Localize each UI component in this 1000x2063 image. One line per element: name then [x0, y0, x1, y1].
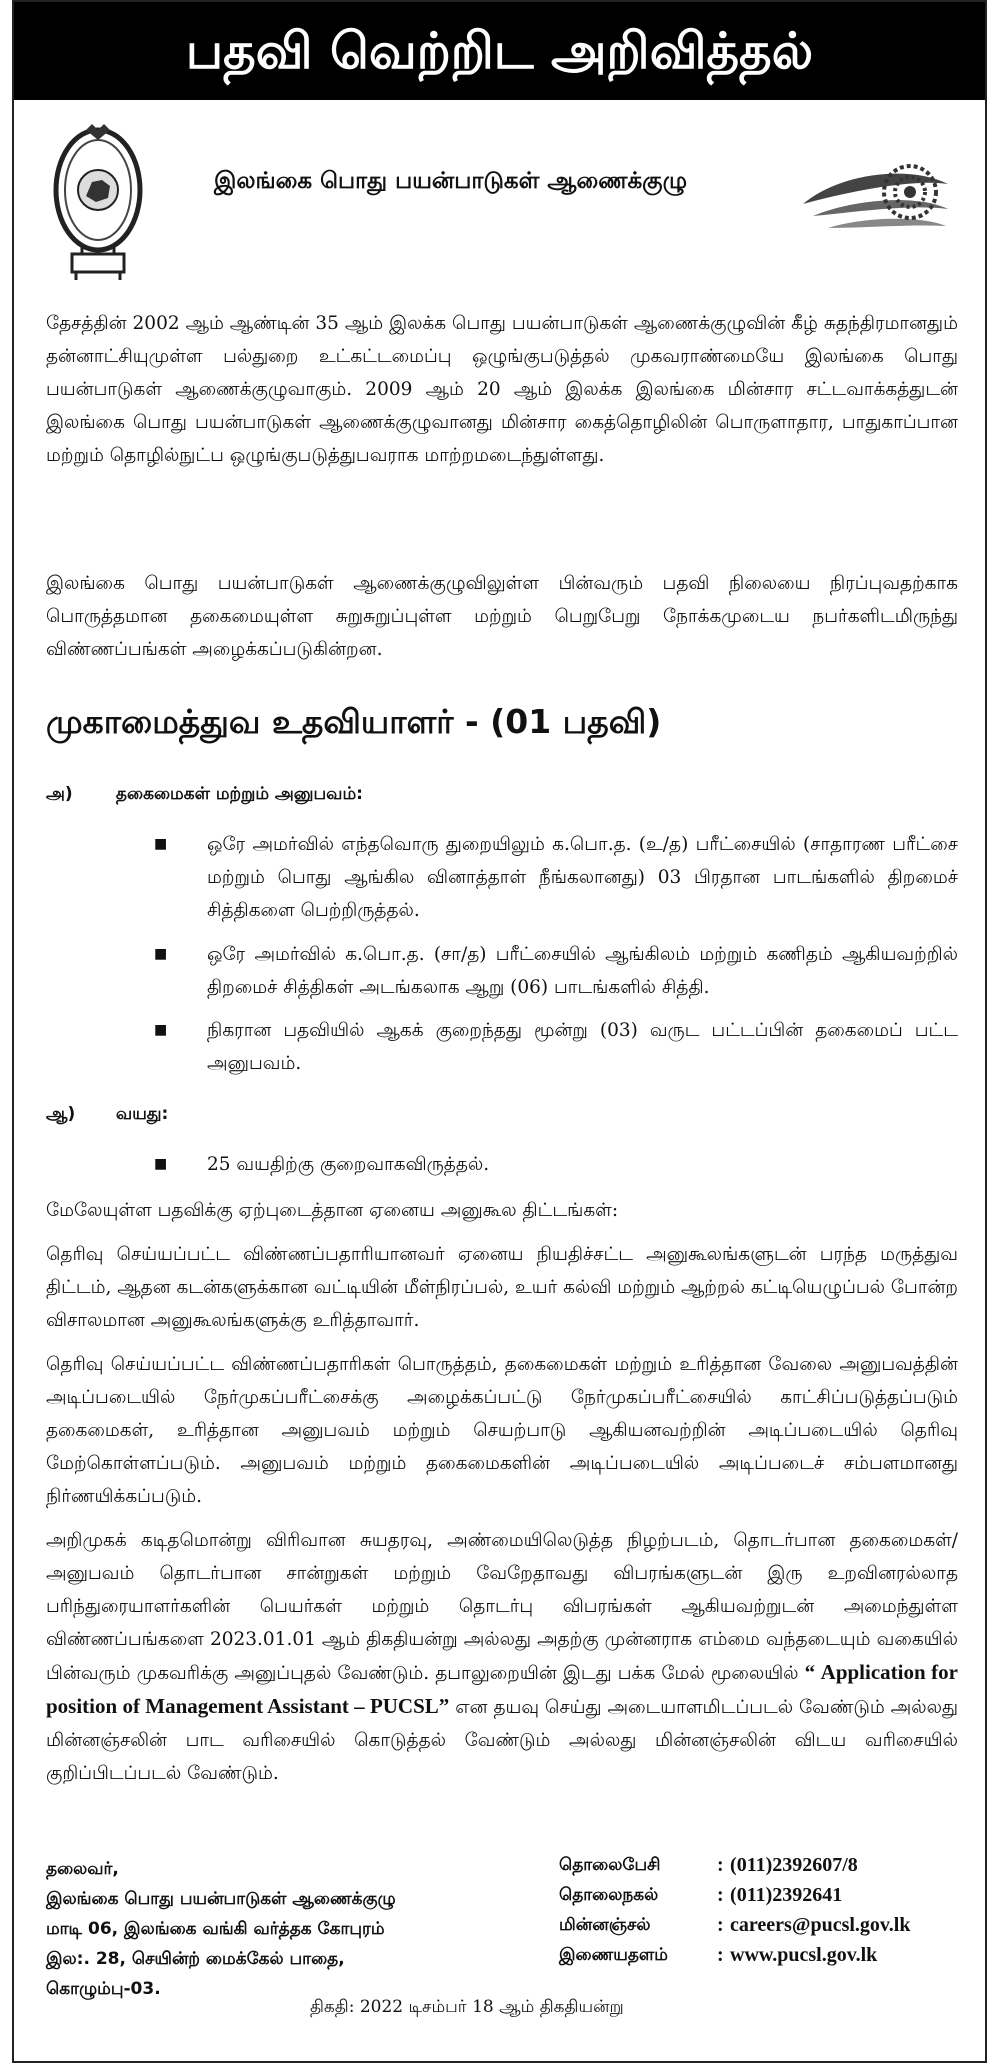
organization-name: இலங்கை பொது பயன்பாடுகள் ஆணைக்குழு [214, 168, 688, 194]
contact-label: தொலைநகல் [559, 1885, 659, 1905]
email-link[interactable]: careers@pucsl.gov.lk [730, 1914, 911, 1936]
application-text-end: என தயவு செய்து அடையாளமிடப்படல் வேண்டும் அல்லது மின்னஞ்சலின் பாட வரிசையில் கொடுத்தல் வேண்டும் அல்லது மின்னஞ்சலின் விடய வரிசையில் குறிப்பிடப்படல் வேண்டும். [46, 1697, 958, 1784]
contact-row-phone [559, 1850, 979, 1880]
notice-date: திகதி: 2022 டிசம்பர் 18 ஆம் திகதியன்று [310, 1997, 624, 2017]
intro-paragraph: தேசத்தின் 2002 ஆம் ஆண்டின் 35 ஆம் இலக்க பொது பயன்பாடுகள் ஆணைக்குழுவின் கீழ் சுதந்திரமானதும் தன்னாட்சியுமுள்ள பல்துறை உட்கட்டமைப்பு ஒழுங்குபடுத்தல் முகவராண்மையே இலங்கை பொது பயன்பாடுகள் ஆணைக்குழுவாகும். 2009 ஆம் 20 ஆம் இலக்க இலங்கை மின்சார சட்டவாக்கத்துடன் இலங்கை பொது பயன்பாடுகள் ஆணைக்குழுவானது மின்சார கைத்தொழிலின் பொருளாதார, பாதுகாப்பான மற்றும் தொழில்நுட்ப ஒழுங்குபடுத்துபவராக மாற்றமடைந்துள்ளது. [46, 313, 958, 466]
contact-details [559, 1850, 979, 1970]
address-line: தலைவர், [46, 1859, 119, 1879]
list-item-text: நிகரான பதவியில் ஆகக் குறைந்தது மூன்று (03) வருட பட்டப்பின் தகைமைப் பட்ட அனுபவம். [207, 1020, 958, 1074]
contact-label: தொலைபேசி [559, 1855, 661, 1875]
list-item [154, 828, 958, 927]
address-line: மாடி 06, இலங்கை வங்கி வர்த்தக கோபுரம் [46, 1919, 385, 1939]
list-item-text: 25 வயதிற்கு குறைவாகவிருத்தல். [207, 1154, 490, 1175]
application-paragraph [46, 1524, 958, 1790]
invitation-paragraph: இலங்கை பொது பயன்பாடுகள் ஆணைக்குழுவிலுள்ள பின்வரும் பதவி நிலையை நிரப்புவதற்காக பொருத்தமான தகைமையுள்ள சுறுசுறுப்புள்ள மற்றும் பெறுபேறு நோக்கமுடைய நபர்களிடமிருந்து விண்ணப்பங்கள் அழைக்கப்படுகின்றன. [46, 573, 958, 660]
contact-separator: : [717, 1944, 724, 1966]
application-text: அறிமுகக் கடிதமொன்று விரிவான சுயதரவு, அண்மையிலெடுத்த நிழற்படம், தொடர்பான தகைமைகள்/அனுபவம் தொடர்பான சான்றுகள் மற்றும் வேறேதாவது விபரங்களுடன் இரு உறவினரல்லாத பரிந்துரையாளர்களின் பெயர்கள் மற்றும் தொடர்பு விபரங்கள் ஆகியவற்றுடன் அமைந்துள்ள விண்ணப்பங்களை 2023.01.01 ஆம் திகதியன்று அல்லது அதற்கு முன்னராக எம்மை வந்தடையும் வகையில் பின்வரும் முகவரிக்கு அனுப்புதல் வேண்டும். தபாலுறையின் இடது பக்க மேல் மூலையில் [46, 1530, 958, 1684]
contact-row-email [559, 1910, 979, 1940]
address-line: கொழும்பு-03. [46, 1979, 161, 1999]
selection-paragraph: தெரிவு செய்யப்பட்ட விண்ணப்பதாரிகள் பொருத்தம், தகைமைகள் மற்றும் உரித்தான வேலை அனுபவத்தின் அடிப்படையில் நேர்முகப்பரீட்சைக்கு அழைக்கப்பட்டு நேர்முகப்பரீட்சையில் காட்சிப்படுத்தப்படும் தகைமைகள், உரித்தான அனுபவம் மற்றும் செயற்பாடு ஆகியனவற்றின் அடிப்படையில் தெரிவு மேற்கொள்ளப்படும். அனுபவம் மற்றும் தகைமைகளின் அடிப்படையில் அடிப்படைச் சம்பளமானது நிர்ணயிக்கப்படும். [46, 1354, 958, 1507]
section-label: ஆ) [46, 1104, 76, 1124]
benefits-intro: மேலேயுள்ள பதவிக்கு ஏற்புடைத்தான ஏனைய அனுகூல திட்டங்கள்: [46, 1200, 619, 1221]
bullet-icon: ■ [154, 1156, 168, 1172]
fax-value: (011)2392641 [730, 1884, 843, 1906]
contact-label: மின்னஞ்சல் [559, 1915, 651, 1935]
vacancy-banner [14, 2, 985, 100]
envelope-subject: “ Application for position of Management Assistant – PUCSL” [46, 1660, 958, 1718]
contact-row-fax [559, 1880, 979, 1910]
list-item [154, 1148, 958, 1181]
list-item [154, 938, 958, 1004]
contact-separator: : [717, 1914, 724, 1936]
list-item-text: ஒரே அமர்வில் க.பொ.த. (சா/த) பரீட்சையில் ஆங்கிலம் மற்றும் கணிதம் ஆகியவற்றில் திறமைச் சித்திகள் அடங்கலாக ஆறு (06) பாடங்களில் சித்தி. [207, 944, 958, 998]
list-item [154, 1014, 958, 1080]
age-heading [46, 1104, 168, 1126]
banner-title: பதவி வெற்றிட அறிவித்தல் [185, 22, 814, 80]
position-title: முகாமைத்துவ உதவியாளர் - (01 பதவி) [46, 702, 662, 741]
section-title: வயது: [115, 1104, 169, 1124]
postal-address [46, 1854, 526, 2004]
bullet-icon: ■ [154, 836, 168, 852]
qualifications-heading [46, 784, 363, 806]
address-line: இல:. 28, செயின்ற் மைக்கேல் பாதை, [46, 1949, 345, 1969]
bullet-icon: ■ [154, 1022, 168, 1038]
bullet-icon: ■ [154, 946, 168, 962]
pucsl-logo-icon [798, 154, 958, 244]
phone-value[interactable]: (011)2392607/8 [730, 1854, 858, 1876]
benefits-paragraph: தெரிவு செய்யப்பட்ட விண்ணப்பதாரியானவர் ஏனைய நியதிச்சட்ட அனுகூலங்களுடன் பரந்த மருத்துவ திட்டம், ஆதன கடன்களுக்கான வட்டியின் மீள்நிரப்பல், உயர் கல்வி மற்றும் ஆற்றல் கட்டியெழுப்பல் போன்ற விசாலமான அனுகூலங்களுக்கு உரித்தாவார். [46, 1244, 959, 1331]
section-title: தகைமைகள் மற்றும் அனுபவம்: [115, 784, 363, 804]
list-item-text: ஒரே அமர்வில் எந்தவொரு துறையிலும் க.பொ.த. (உ/த) பரீட்சையில் (சாதாரண பரீட்சை மற்றும் பொது ஆங்கில வினாத்தாள் நீங்கலானது) 03 பிரதான பாடங்களில் திறமைச் சித்திகளை பெற்றிருத்தல். [207, 834, 958, 921]
contact-label: இணையதளம் [559, 1945, 668, 1965]
address-line: இலங்கை பொது பயன்பாடுகள் ஆணைக்குழு [46, 1889, 396, 1909]
contact-row-website [559, 1940, 979, 1970]
website-link[interactable]: www.pucsl.gov.lk [730, 1944, 878, 1966]
national-emblem-icon [52, 122, 144, 282]
contact-separator: : [717, 1884, 724, 1906]
advertisement-page [12, 0, 987, 2063]
section-label: அ) [46, 784, 73, 804]
contact-separator: : [717, 1854, 724, 1876]
